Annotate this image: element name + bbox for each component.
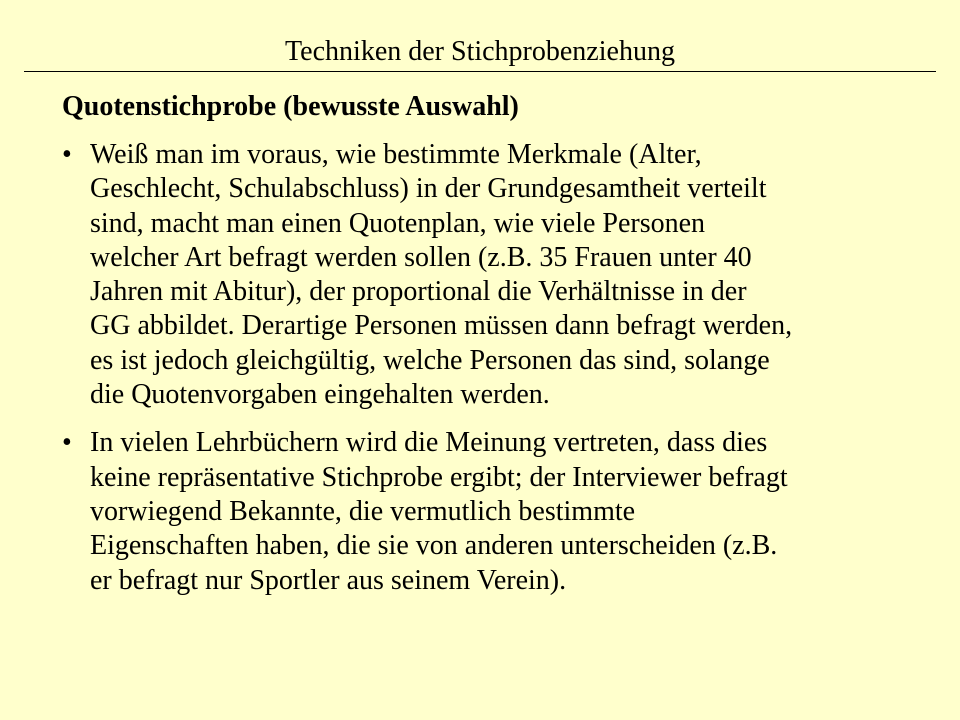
- title-divider: [24, 71, 936, 72]
- bullet-text-line: es ist jedoch gleichgültig, welche Personen das sind, solange: [90, 344, 770, 376]
- slide-subtitle: Quotenstichprobe (bewusste Auswahl): [62, 91, 519, 122]
- bullet-icon: •: [62, 139, 72, 170]
- bullet-item-quota-definition: [62, 138, 922, 412]
- bullet-icon: •: [62, 427, 72, 459]
- bullet-text-line: sind, macht man einen Quotenplan, wie viele Personen: [90, 207, 706, 239]
- bullet-text-line: er befragt nur Sportler aus seinem Verein).: [90, 564, 567, 596]
- bullet-text-line: In vielen Lehrbüchern wird die Meinung vertreten, dass dies: [90, 427, 768, 459]
- bullet-text-line: Eigenschaften haben, die sie von anderen unterscheiden (z.B.: [90, 530, 778, 562]
- bullet-text-line: Weiß man im voraus, wie bestimmte Merkmale (Alter,: [90, 139, 702, 170]
- bullet-text-line: Geschlecht, Schulabschluss) in der Grundgesamtheit verteilt: [90, 173, 767, 205]
- bullet-text-line: Jahren mit Abitur), der proportional die Verhältnisse in der: [90, 276, 747, 308]
- bullet-text-line: GG abbildet. Derartige Personen müssen dann befragt werden,: [90, 310, 793, 342]
- bullet-text-line: die Quotenvorgaben eingehalten werden.: [90, 379, 550, 411]
- bullet-text-line: vorwiegend Bekannte, die vermutlich bestimmte: [90, 495, 636, 527]
- bullet-text-line: keine repräsentative Stichprobe ergibt; der Interviewer befragt: [90, 461, 788, 493]
- bullet-text-line: welcher Art befragt werden sollen (z.B. 35 Frauen unter 40: [90, 241, 752, 273]
- bullet-item-representativeness-critique: [62, 426, 922, 597]
- slide-title: Techniken der Stichprobenziehung: [285, 36, 675, 67]
- bullet-list: [62, 138, 922, 612]
